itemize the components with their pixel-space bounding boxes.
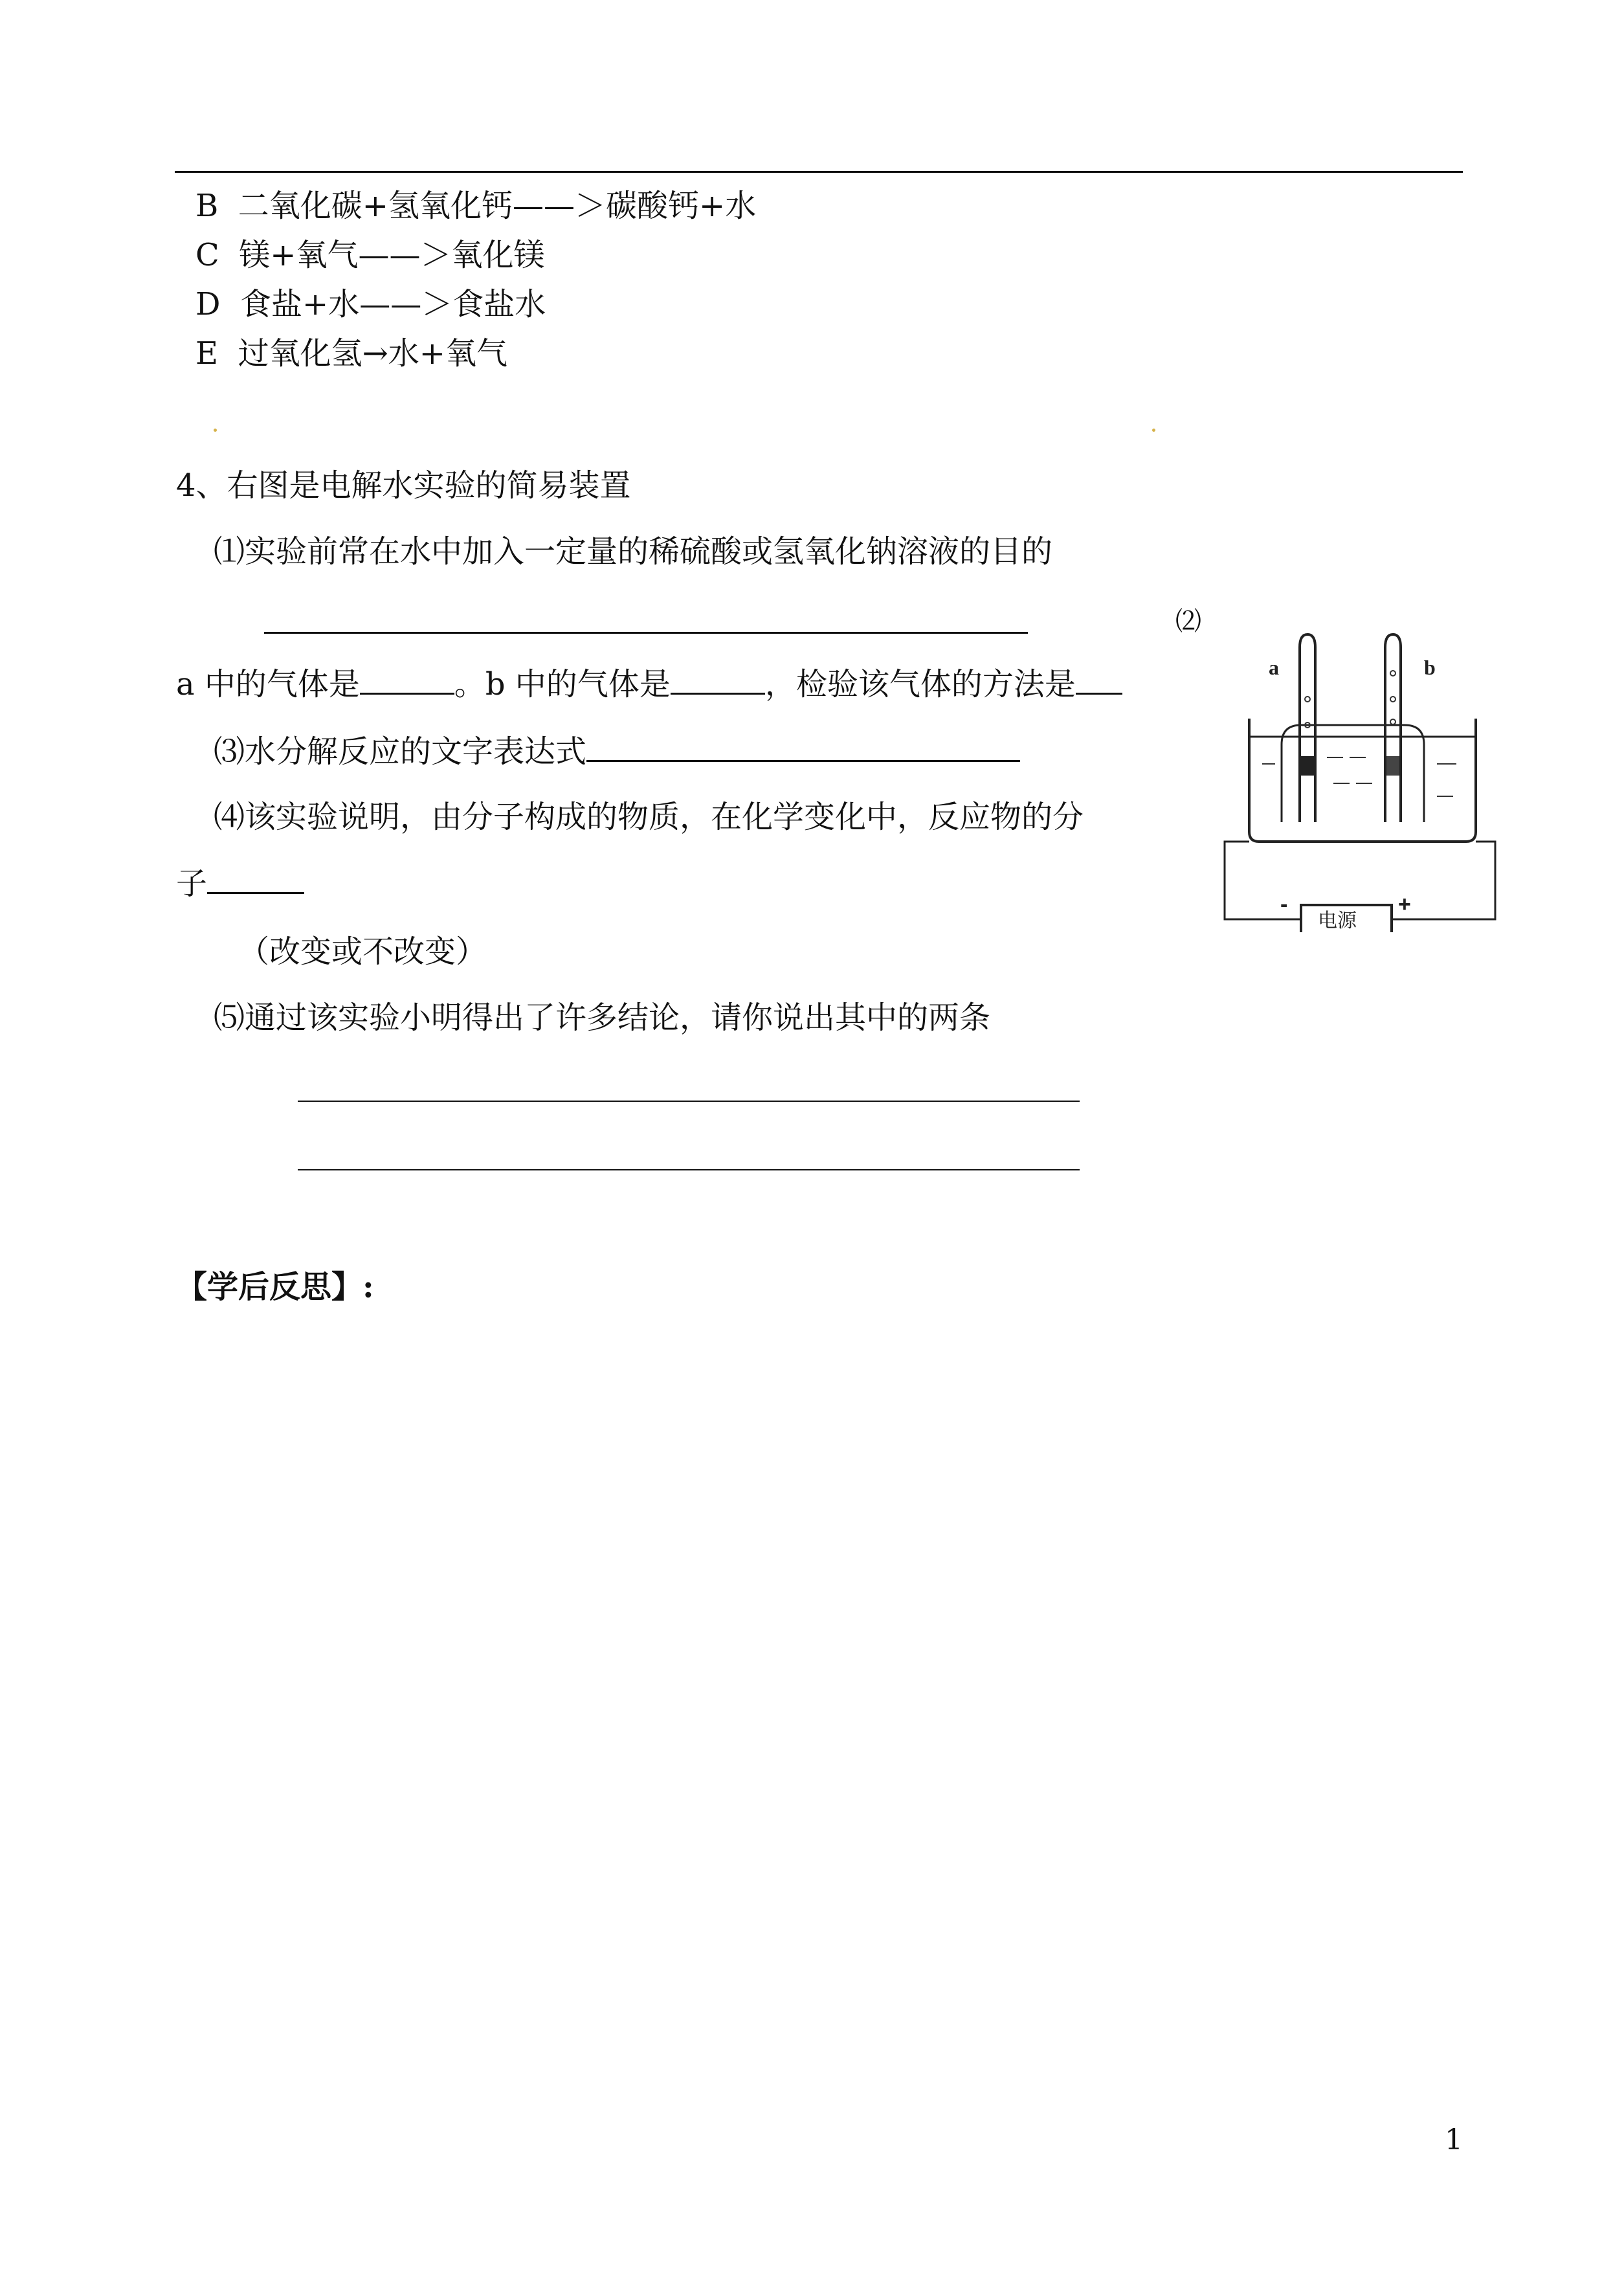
equation-blank[interactable] — [586, 732, 1020, 762]
stray-dot — [214, 429, 217, 432]
question-4-part-4-line-2 — [176, 864, 304, 903]
question-4-part-4-hint: （改变或不改变） — [238, 934, 487, 970]
stray-dot — [1152, 429, 1155, 432]
electrolysis-apparatus-figure — [1210, 609, 1547, 932]
molecule-change-blank[interactable] — [207, 864, 304, 894]
bubble — [1390, 671, 1396, 676]
answer-line-2 — [298, 1101, 1080, 1102]
question-4-part-1: ⑴实验前常在水中加入一定量的稀硫酸或氢氧化钠溶液的目的 — [214, 533, 1053, 570]
q4-text: 子 — [176, 866, 208, 902]
page-number: 1 — [1445, 2123, 1463, 2156]
question-4-part-5: ⑸通过该实验小明得出了许多结论，请你说出其中的两条 — [214, 1000, 991, 1036]
option-d — [195, 285, 546, 324]
q3-text: ⑶水分解反应的文字表达式 — [214, 733, 587, 770]
gas-b-blank[interactable] — [671, 664, 765, 695]
question-4-part-4-line-1: ⑷该实验说明，由分子构成的物质，在化学变化中，反应物的分 — [214, 799, 1084, 835]
option-text: 镁+氧气——＞氧化镁 — [239, 237, 545, 273]
bubble — [1390, 719, 1396, 724]
answer-line-1 — [264, 632, 1028, 634]
option-b — [195, 186, 756, 225]
option-e — [195, 334, 507, 373]
q2-a-text: a 中的气体是 — [176, 666, 360, 702]
electrode-a — [1301, 756, 1314, 776]
q2-b-text: 。b 中的气体是 — [454, 666, 671, 702]
minus-sign: - — [1280, 892, 1288, 917]
option-text: 过氧化氢→水+氧气 — [238, 335, 508, 372]
tube-b-label: b — [1424, 656, 1436, 679]
reflection-heading: 【学后反思】: — [176, 1269, 374, 1305]
bubble — [1305, 697, 1310, 702]
plus-sign: + — [1398, 892, 1411, 917]
bubble — [1390, 697, 1396, 702]
option-letter: E — [195, 335, 219, 372]
test-tube-b — [1385, 634, 1401, 822]
question-4-part-3 — [214, 732, 1020, 771]
option-text: 二氧化碳+氢氧化钙——＞碳酸钙+水 — [238, 188, 757, 224]
tube-a-label: a — [1269, 656, 1279, 679]
option-letter: C — [195, 237, 219, 273]
option-text: 食盐+水——＞食盐水 — [240, 286, 546, 322]
q2-c-text: ，检验该气体的方法是 — [764, 666, 1076, 702]
option-letter: D — [195, 286, 221, 322]
answer-line-3 — [298, 1169, 1080, 1170]
test-method-blank[interactable] — [1076, 664, 1122, 695]
gas-a-blank[interactable] — [360, 664, 454, 695]
electrode-b — [1386, 756, 1399, 776]
power-label: 电源 — [1318, 910, 1357, 932]
question-4-part-2-marker: ⑵ — [1175, 607, 1201, 636]
header-rule — [175, 171, 1463, 173]
question-4-title: 4、右图是电解水实验的简易装置 — [176, 467, 631, 504]
question-4-part-2 — [176, 664, 1122, 704]
option-c — [195, 236, 544, 274]
wire-negative — [1225, 842, 1301, 919]
option-letter: B — [195, 188, 219, 224]
